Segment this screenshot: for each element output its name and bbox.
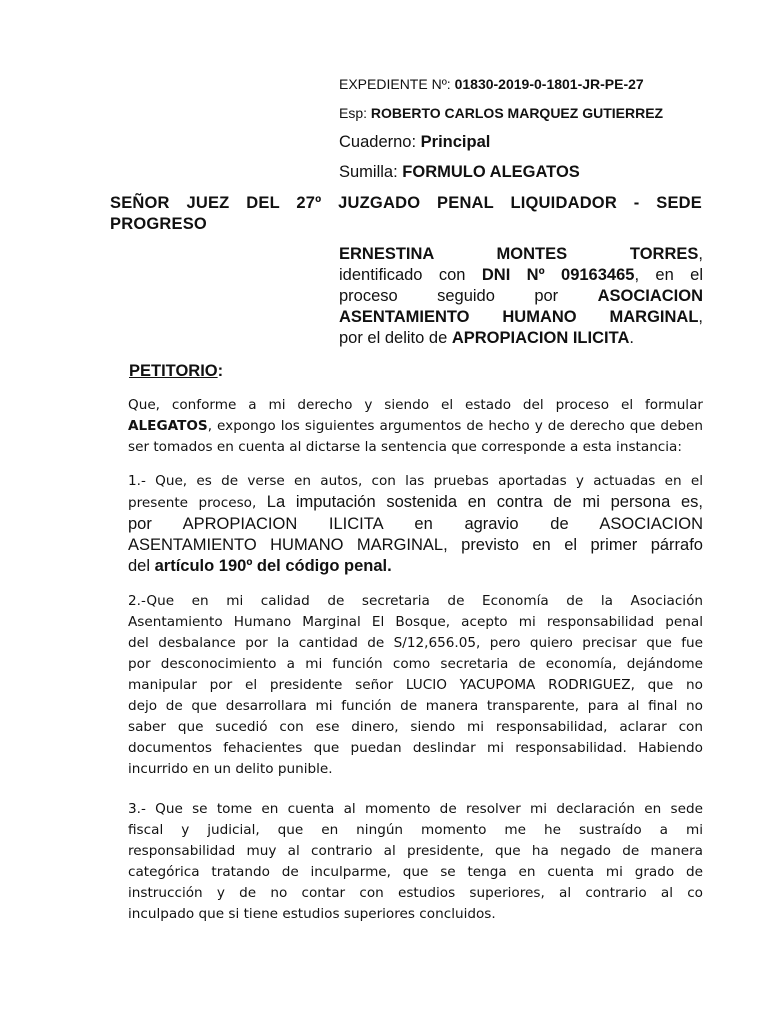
expediente-line <box>339 76 644 92</box>
paragraph-1 <box>128 471 703 577</box>
party-delito-period: . <box>629 329 634 347</box>
paragraph-2 <box>128 591 703 780</box>
party-delito-pre: por el delito de <box>339 329 452 347</box>
esp-line <box>339 105 663 121</box>
p3-line-3: responsabilidad muy al contrario al presidente, que ha negado de manera <box>128 843 703 859</box>
party-block <box>339 244 703 349</box>
p1-line-1: 1.- Que, es de verse en autos, con las pruebas aportadas y actuadas en el <box>128 473 703 489</box>
p1-line-5a: del <box>128 557 155 575</box>
p2-line-8: documentos fehacientes que puedan deslindar mi responsabilidad. Habiendo <box>128 740 703 756</box>
addressee-line-2: PROGRESO <box>110 215 207 233</box>
petitorio-title: PETITORIO <box>129 362 218 380</box>
party-name-comma: , <box>698 245 703 263</box>
p3-line-4: categórica tratando de inculparme, que se tenga en cuenta mi grado de <box>128 864 703 880</box>
intro-line-2 <box>128 416 703 437</box>
p1-line-2a: presente proceso, <box>128 495 267 511</box>
party-agr-comma: , <box>698 308 703 326</box>
party-agr-line <box>339 307 703 328</box>
p2-line-9: incurrido en un delito punible. <box>128 761 333 777</box>
p1-line-2b: La imputación sostenida en contra de mi persona es, <box>266 493 703 511</box>
p2-line-5: manipular por el presidente señor LUCIO YACUPOMA RODRIGUEZ, que no <box>128 677 703 693</box>
intro-line-3: ser tomados en cuenta al dictarse la sentencia que corresponde a esta instancia: <box>128 439 682 455</box>
party-delito-line <box>339 328 703 349</box>
party-agraviado-2: ASENTAMIENTO HUMANO MARGINAL <box>339 308 699 326</box>
party-name-line <box>339 244 703 265</box>
p1-line-3: por APROPIACION ILICITA en agravio de ASOCIACION <box>128 515 703 533</box>
sumilla-value: FORMULO ALEGATOS <box>402 163 580 181</box>
addressee-line-1: SEÑOR JUEZ DEL 27º JUZGADO PENAL LIQUIDADOR - SEDE <box>110 194 702 212</box>
intro-line-1: Que, conforme a mi derecho y siendo el estado del proceso el formular <box>128 397 703 413</box>
expediente-value: 01830-2019-0-1801-JR-PE-27 <box>454 76 644 92</box>
p2-line-2: Asentamiento Humano Marginal El Bosque, acepto mi responsabilidad penal <box>128 614 703 630</box>
party-proc-line <box>339 286 703 307</box>
party-agraviado-1: ASOCIACION <box>597 287 703 305</box>
paragraph-intro <box>128 395 703 458</box>
cuaderno-line <box>339 133 490 152</box>
p3-line-6: inculpado que si tiene estudios superiores concluidos. <box>128 906 496 922</box>
alegatos-bold: ALEGATOS <box>128 418 208 434</box>
p3-line-5: instrucción y de no contar con estudios superiores, al contrario al co <box>128 885 703 901</box>
esp-label: Esp: <box>339 105 371 121</box>
party-id-post: , en el <box>634 266 704 284</box>
sumilla-label: Sumilla: <box>339 163 403 181</box>
p1-line-5 <box>128 556 703 577</box>
cuaderno-label: Cuaderno: <box>339 133 421 151</box>
p3-line-1: 3.- Que se tome en cuenta al momento de resolver mi declaración en sede <box>128 801 703 817</box>
expediente-label: EXPEDIENTE Nº: <box>339 76 455 92</box>
p2-line-4: por desconocimiento a mi función como secretaria de economía, dejándome <box>128 656 703 672</box>
party-id-line <box>339 265 703 286</box>
party-delito: APROPIACION ILICITA <box>451 329 630 347</box>
party-proc-text: proceso seguido por <box>339 287 598 305</box>
p1-line-2 <box>128 492 703 514</box>
intro-line-2-rest: , expongo los siguientes argumentos de hecho y de derecho que deben <box>207 418 703 434</box>
p1-line-4: ASENTAMIENTO HUMANO MARGINAL, previsto en el primer párrafo <box>128 536 703 554</box>
petitorio-colon: : <box>217 362 224 380</box>
p1-article-bold: artículo 190º del código penal. <box>154 557 392 575</box>
paragraph-3 <box>128 799 703 925</box>
party-name: ERNESTINA MONTES TORRES <box>339 245 699 263</box>
party-id-pre: identificado con <box>339 266 482 284</box>
p2-line-7: saber que sucedió con ese dinero, siendo mi responsabilidad, aclarar con <box>128 719 703 735</box>
p3-line-2: fiscal y judicial, que en ningún momento me he sustraído a mi <box>128 822 703 838</box>
p2-line-1: 2.-Que en mi calidad de secretaria de Economía de la Asociación <box>128 593 703 609</box>
party-dni: DNI Nº 09163465 <box>481 266 635 284</box>
cuaderno-value: Principal <box>420 133 491 151</box>
addressee <box>110 193 702 235</box>
petitorio-heading <box>129 362 223 381</box>
esp-value: ROBERTO CARLOS MARQUEZ GUTIERREZ <box>370 105 664 121</box>
sumilla-line <box>339 163 580 182</box>
p2-line-3: del desbalance por la cantidad de S/12,656.05, pero quiero precisar que fue <box>128 635 703 651</box>
p2-line-6: dejo de que desarrollara mi función de manera transparente, para al final no <box>128 698 703 714</box>
